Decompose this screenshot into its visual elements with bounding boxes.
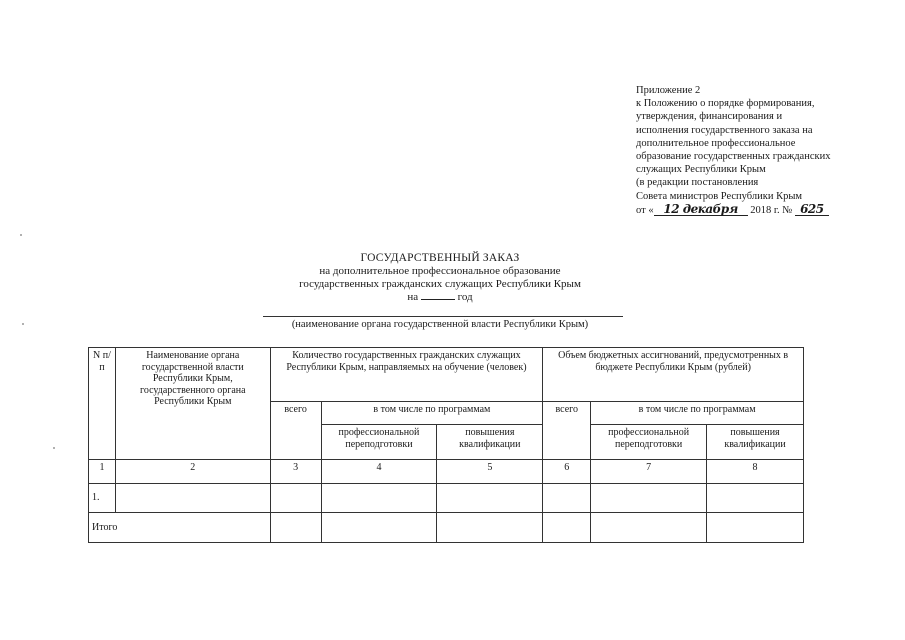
order-table — [88, 347, 804, 543]
total-row — [89, 513, 804, 543]
column-number: 2 — [115, 460, 270, 484]
appendix-line: исполнения государственного заказа на — [636, 124, 813, 136]
table-row — [89, 484, 804, 513]
table-cell — [270, 484, 321, 513]
table-cell — [270, 513, 321, 543]
title-year-line — [240, 290, 640, 304]
header-budget-retraining: профессиональной переподготовки — [591, 425, 707, 460]
table-cell — [321, 513, 437, 543]
year-prefix: на — [407, 291, 419, 304]
column-number: 1 — [89, 460, 116, 484]
column-number: 7 — [591, 460, 707, 484]
header-count-qualification: повышения квалификации — [437, 425, 543, 460]
row-number: 1. — [89, 484, 116, 513]
appendix-line: Совета министров Республики Крым — [636, 190, 803, 202]
header-no: N п/п — [89, 348, 116, 460]
column-number: 8 — [707, 460, 804, 484]
appendix-date-line — [636, 203, 876, 217]
header-organ-name: Наименование органа государственной власти Республики Крым, государственного органа Республики Крым — [115, 348, 270, 460]
header-count-programs: в том числе по программам — [321, 402, 543, 425]
header-budget-group: Объем бюджетных ассигнований, предусмотренных в бюджете Республики Крым (рублей) — [543, 348, 804, 402]
appendix-line: образование государственных гражданских — [636, 151, 831, 163]
table-cell — [437, 484, 543, 513]
header-budget-qualification: повышения квалификации — [707, 425, 804, 460]
organ-caption: (наименование органа государственной власти Республики Крым) — [291, 319, 589, 330]
appendix-line: (в редакции постановления — [636, 177, 759, 189]
table-cell — [115, 484, 270, 513]
organ-name-line — [263, 316, 623, 317]
header-count-group: Количество государственных гражданских служащих Республики Крым, направляемых на обучение (человек) — [270, 348, 543, 402]
title-line-2: государственных гражданских служащих Республики Крым — [299, 277, 581, 290]
scan-speck — [53, 447, 55, 449]
table-cell — [543, 484, 591, 513]
column-number: 5 — [437, 460, 543, 484]
appendix-line: Приложение 2 — [636, 85, 701, 96]
scan-speck — [20, 234, 22, 236]
date-prefix: от « — [636, 204, 654, 216]
header-count-retraining: профессиональной переподготовки — [321, 425, 437, 460]
appendix-line: к Положению о порядке формирования, — [636, 98, 815, 110]
table-cell — [591, 513, 707, 543]
title-line-1: на дополнительное профессиональное образование — [319, 264, 561, 277]
year-blank — [421, 290, 455, 300]
handwritten-date: 12 декабря — [654, 203, 748, 216]
header-budget-programs: в том числе по программам — [591, 402, 804, 425]
year-suffix: год — [457, 291, 473, 304]
total-label: Итого — [89, 513, 271, 543]
table-cell — [543, 513, 591, 543]
table-cell — [707, 513, 804, 543]
appendix-line: служащих Республики Крым — [636, 164, 766, 176]
scan-speck — [22, 323, 24, 325]
title-block — [240, 252, 640, 304]
appendix-line: утверждения, финансирования и — [636, 111, 783, 123]
column-number: 6 — [543, 460, 591, 484]
column-number: 4 — [321, 460, 437, 484]
column-number: 3 — [270, 460, 321, 484]
document-title: ГОСУДАРСТВЕННЫЙ ЗАКАЗ — [360, 252, 520, 264]
table-cell — [321, 484, 437, 513]
table-cell — [707, 484, 804, 513]
table-cell — [437, 513, 543, 543]
header-count-total: всего — [270, 402, 321, 460]
appendix-block — [636, 84, 876, 217]
appendix-line: дополнительное профессиональное — [636, 137, 796, 149]
handwritten-number: 625 — [795, 203, 829, 216]
date-year: 2018 г. № — [747, 204, 793, 216]
header-budget-total: всего — [543, 402, 591, 460]
table-cell — [591, 484, 707, 513]
